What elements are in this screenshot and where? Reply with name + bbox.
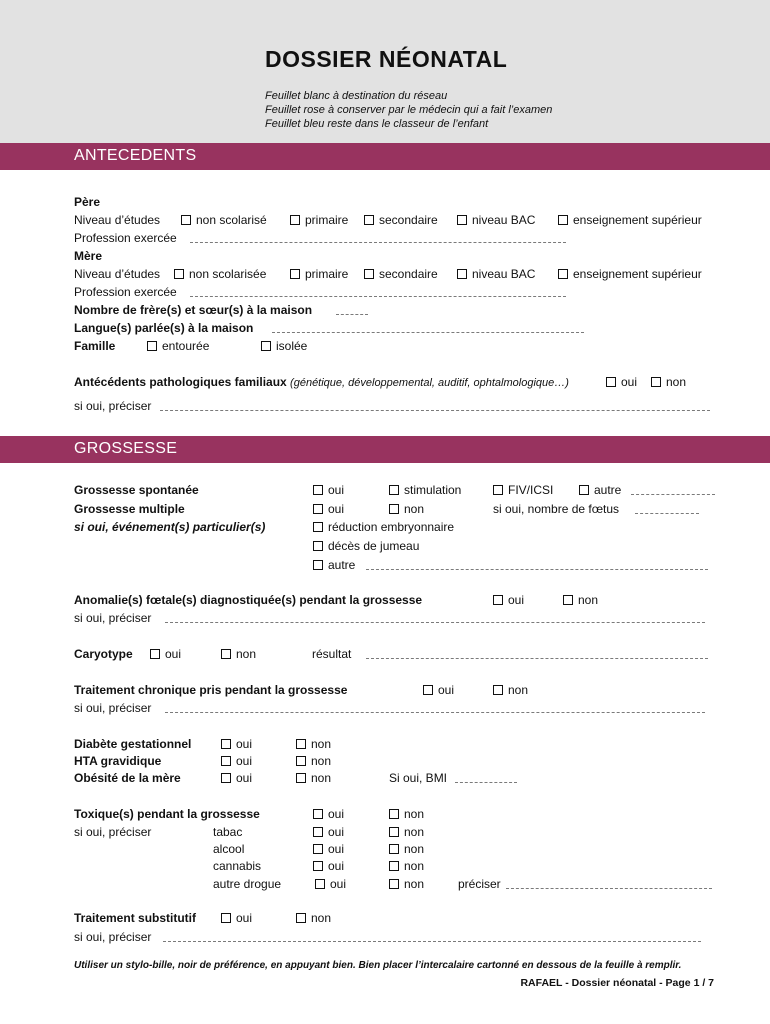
hta-option-non[interactable]: non [296,754,331,768]
nombre-foetus-field[interactable] [635,513,699,514]
patho-preciser-field[interactable] [160,410,710,411]
toxiques-option-oui[interactable]: oui [313,807,344,821]
checkbox-icon [313,827,323,837]
tox-alcool-label: alcool [213,842,245,856]
patho-option-oui[interactable]: oui [606,375,637,389]
obesite-label: Obésité de la mère [74,771,181,785]
toxiques-preciser-label: si oui, préciser [74,825,152,839]
checkbox-icon [296,913,306,923]
checkbox-icon [457,215,467,225]
checkbox-icon [221,739,231,749]
checkbox-icon [313,861,323,871]
checkbox-icon [457,269,467,279]
pere-option-enseignement-superieur[interactable]: enseignement supérieur [558,213,702,227]
pere-option-primaire[interactable]: primaire [290,213,348,227]
tabac-option-oui[interactable]: oui [313,825,344,839]
pere-profession-label: Profession exercée [74,231,177,245]
checkbox-icon [296,773,306,783]
checkbox-icon [261,341,271,351]
pere-profession-field[interactable] [190,242,566,243]
autre-drogue-option-oui[interactable]: oui [315,877,346,891]
toxiques-option-non[interactable]: non [389,807,424,821]
langues-field[interactable] [272,332,584,333]
section-band-antecedents [0,143,770,170]
tox-cannabis-label: cannabis [213,859,262,873]
hta-label: HTA gravidique [74,754,162,768]
checkbox-icon [221,649,231,659]
anomalies-label: Anomalie(s) fœtale(s) diagnostiquée(s) pendant la grossesse [74,593,423,607]
checkbox-icon [315,879,325,889]
checkbox-icon [174,269,184,279]
patho-option-non[interactable]: non [651,375,686,389]
grossesse-spontanee-label: Grossesse spontanée [74,483,199,497]
checkbox-icon [150,649,160,659]
checkbox-icon [313,541,323,551]
checkbox-icon [389,827,399,837]
famille-option-isolee[interactable]: isolée [261,339,307,353]
substitutif-preciser-label: si oui, préciser [74,930,152,944]
footer-instructions: Utiliser un stylo-bille, noir de préférence, en appuyant bien. Bien placer l’intercalaire cartonné en dessous de la feuille à remplir. [74,960,682,971]
spontanee-option-oui[interactable]: oui [313,483,344,497]
famille-option-entouree[interactable]: entourée [147,339,209,353]
mere-profession-field[interactable] [190,296,566,297]
checkbox-icon [389,809,399,819]
resultat-field[interactable] [366,658,708,659]
anomalies-option-oui[interactable]: oui [493,593,524,607]
checkbox-icon [221,756,231,766]
anomalies-option-non[interactable]: non [563,593,598,607]
evenement-option-autre[interactable]: autre [313,558,355,572]
checkbox-icon [389,879,399,889]
substitutif-option-oui[interactable]: oui [221,911,252,925]
multiple-option-oui[interactable]: oui [313,502,344,516]
checkbox-icon [389,844,399,854]
diabete-option-oui[interactable]: oui [221,737,252,751]
checkbox-icon [313,504,323,514]
mere-option-enseignement-superieur[interactable]: enseignement supérieur [558,267,702,281]
autre-drogue-preciser-label: préciser [458,877,501,891]
multiple-option-non[interactable]: non [389,502,424,516]
checkbox-icon [493,685,503,695]
mere-option-secondaire[interactable]: secondaire [364,267,438,281]
subtitle-line-1: Feuillet blanc à destination du réseau [265,90,448,102]
section-heading-grossesse: GROSSESSE [74,440,178,457]
subtitle-line-2: Feuillet rose à conserver par le médecin qui a fait l’examen [265,104,553,116]
checkbox-icon [290,269,300,279]
checkbox-icon [296,756,306,766]
checkbox-icon [606,377,616,387]
checkbox-icon [364,269,374,279]
checkbox-icon [296,739,306,749]
antecedents-pathologiques: Antécédents pathologiques familiaux (génétique, développemental, auditif, ophtalmologique…) [74,375,569,389]
checkbox-icon [563,595,573,605]
mere-option-primaire[interactable]: primaire [290,267,348,281]
traitement-preciser-field[interactable] [165,712,705,713]
mere-label: Mère [74,249,103,263]
section-heading-antecedents: ANTECEDENTS [74,147,197,164]
checkbox-icon [389,485,399,495]
traitement-preciser-label: si oui, préciser [74,701,152,715]
checkbox-icon [389,504,399,514]
patho-preciser-label: si oui, préciser [74,399,152,413]
spontanee-option-autre[interactable]: autre [579,483,621,497]
evenements-label: si oui, événement(s) particulier(s) [74,520,266,534]
diabete-option-non[interactable]: non [296,737,331,751]
subtitle-line-3: Feuillet bleu reste dans le classeur de l’enfant [265,118,489,130]
tox-tabac-label: tabac [213,825,243,839]
cannabis-option-oui[interactable]: oui [313,859,344,873]
toxiques-label: Toxique(s) pendant la grossesse [74,807,260,821]
resultat-label: résultat [312,647,352,661]
spontanee-option-stimulation[interactable]: stimulation [389,483,461,497]
spontanee-autre-field[interactable] [631,494,715,495]
mere-option-niveau-bac[interactable]: niveau BAC [457,267,535,281]
checkbox-icon [493,485,503,495]
document-title: DOSSIER NÉONATAL [265,46,508,72]
tabac-option-non[interactable]: non [389,825,424,839]
checkbox-icon [221,913,231,923]
checkbox-icon [423,685,433,695]
diabete-label: Diabète gestationnel [74,737,192,751]
alcool-option-non[interactable]: non [389,842,424,856]
nombre-foetus-label: si oui, nombre de fœtus [493,502,620,516]
cannabis-option-non[interactable]: non [389,859,424,873]
freres-field[interactable] [336,314,368,315]
checkbox-icon [290,215,300,225]
pere-niveau-label: Niveau d’études [74,213,161,227]
substitutif-preciser-field[interactable] [163,941,701,942]
mere-option-non-scolarisee[interactable]: non scolarisée [174,267,266,281]
alcool-option-oui[interactable]: oui [313,842,344,856]
traitement-option-non[interactable]: non [493,683,528,697]
evenement-option-reduction[interactable]: réduction embryonnaire [313,520,454,534]
hta-option-oui[interactable]: oui [221,754,252,768]
traitement-option-oui[interactable]: oui [423,683,454,697]
pere-option-secondaire[interactable]: secondaire [364,213,438,227]
checkbox-icon [313,485,323,495]
anomalies-preciser-label: si oui, préciser [74,611,152,625]
autre-drogue-option-non[interactable]: non [389,877,424,891]
autre-drogue-preciser-field[interactable] [506,888,712,889]
checkbox-icon [221,773,231,783]
footer-page-number: RAFAEL - Dossier néonatal - Page 1 / 7 [520,977,714,989]
caryotype-option-oui[interactable]: oui [150,647,181,661]
evenement-option-deces[interactable]: décès de jumeau [313,539,419,553]
section-band-grossesse [0,436,770,463]
checkbox-icon [579,485,589,495]
checkbox-icon [651,377,661,387]
pere-label: Père [74,195,101,209]
checkbox-icon [313,809,323,819]
substitutif-label: Traitement substitutif [74,911,197,925]
traitement-chronique-label: Traitement chronique pris pendant la grossesse [74,683,348,697]
mere-niveau-label: Niveau d’études [74,267,161,281]
checkbox-icon [181,215,191,225]
checkbox-icon [313,560,323,570]
evenement-autre-field[interactable] [366,569,708,570]
famille-label: Famille [74,339,116,353]
spontanee-option-fiv[interactable]: FIV/ICSI [493,483,553,497]
substitutif-option-non[interactable]: non [296,911,331,925]
checkbox-icon [389,861,399,871]
checkbox-icon [493,595,503,605]
caryotype-label: Caryotype [74,647,133,661]
tox-autre-drogue-label: autre drogue [213,877,282,891]
caryotype-option-non[interactable]: non [221,647,256,661]
obesite-option-oui[interactable]: oui [221,771,252,785]
langues-label: Langue(s) parlée(s) à la maison [74,321,254,335]
checkbox-icon [313,522,323,532]
checkbox-icon [147,341,157,351]
checkbox-icon [558,215,568,225]
pere-option-niveau-bac[interactable]: niveau BAC [457,213,535,227]
mere-profession-label: Profession exercée [74,285,177,299]
bmi-field[interactable] [455,782,517,783]
anomalies-preciser-field[interactable] [165,622,705,623]
bmi-label: Si oui, BMI [389,771,448,785]
pere-option-non-scolarise[interactable]: non scolarisé [181,213,267,227]
freres-label: Nombre de frère(s) et sœur(s) à la maison [74,303,313,317]
checkbox-icon [313,844,323,854]
grossesse-multiple-label: Grossesse multiple [74,502,185,516]
checkbox-icon [364,215,374,225]
checkbox-icon [558,269,568,279]
obesite-option-non[interactable]: non [296,771,331,785]
